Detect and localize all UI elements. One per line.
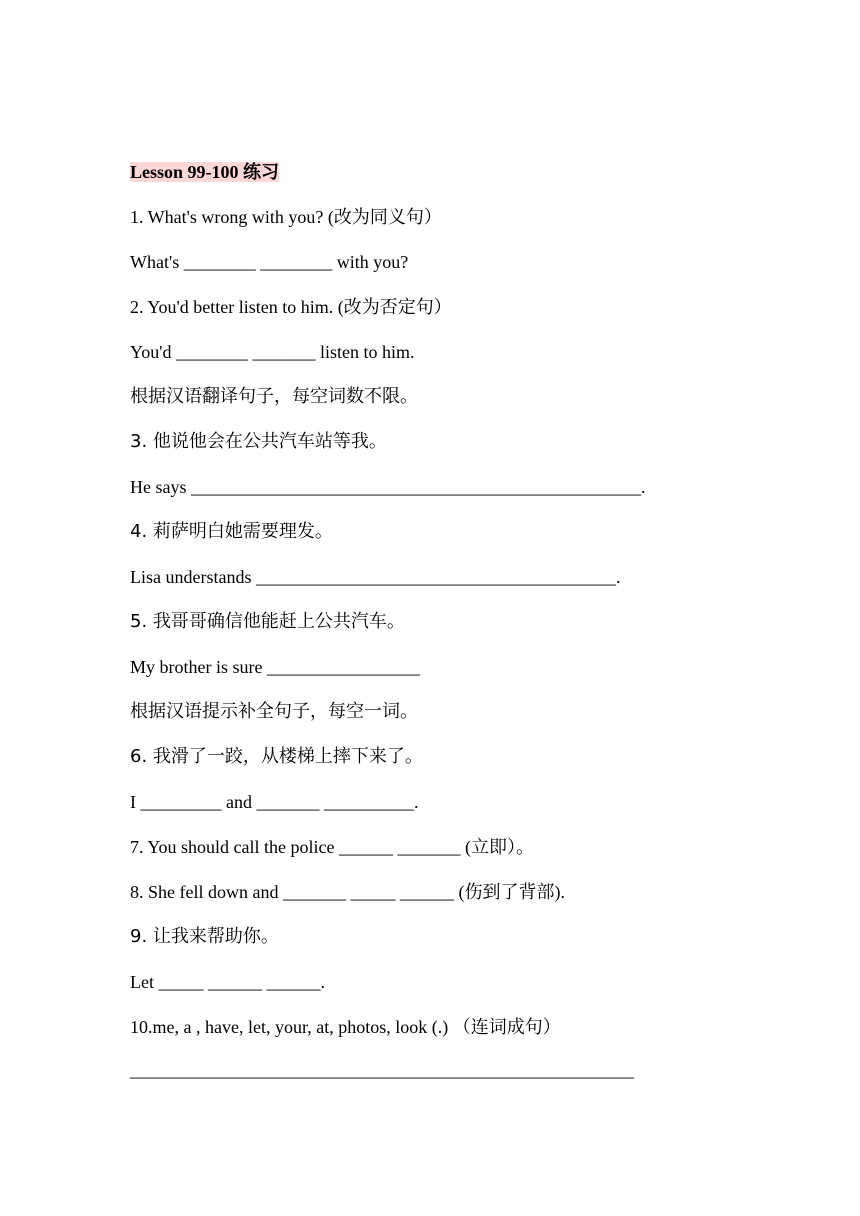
answer-line-6: I _________ and _______ __________. <box>130 792 419 812</box>
question-7: 7. You should call the police ______ _______ (立即）。 <box>130 837 534 857</box>
question-2: 2. You'd better listen to him. (改为否定句） <box>130 297 452 317</box>
question-1: 1. What's wrong with you? (改为同义句） <box>130 207 442 227</box>
section-heading-completion: 根据汉语提示补全句子，每空一词。 <box>130 701 418 722</box>
question-10: 10.me, a , have, let, your, at, photos, look (.) （连词成句） <box>130 1017 561 1037</box>
answer-line-9: Let _____ ______ ______. <box>130 972 325 992</box>
answer-line-1: What's ________ ________ with you? <box>130 252 409 272</box>
question-5: 5. 我哥哥确信他能赶上公共汽车。 <box>130 611 405 632</box>
answer-line-3: He says __________________________________________________. <box>130 477 646 497</box>
worksheet-title <box>130 160 281 184</box>
question-6: 6. 我滑了一跤，从楼梯上摔下来了。 <box>130 746 423 767</box>
answer-line-5: My brother is sure _________________ <box>130 657 420 677</box>
section-heading-translation: 根据汉语翻译句子，每空词数不限。 <box>130 386 418 407</box>
answer-line-2: You'd ________ _______ listen to him. <box>130 342 415 362</box>
title-highlight: Lesson 99-100 练习 <box>130 162 280 182</box>
question-3: 3. 他说他会在公共汽车站等我。 <box>130 431 387 452</box>
question-9: 9. 让我来帮助你。 <box>130 926 279 947</box>
answer-line-4: Lisa understands ________________________________________. <box>130 567 621 587</box>
answer-line-10: ________________________________________________________ <box>130 1060 634 1080</box>
question-8: 8. She fell down and _______ _____ ______ (伤到了背部). <box>130 882 565 902</box>
question-4: 4. 莉萨明白她需要理发。 <box>130 521 333 542</box>
